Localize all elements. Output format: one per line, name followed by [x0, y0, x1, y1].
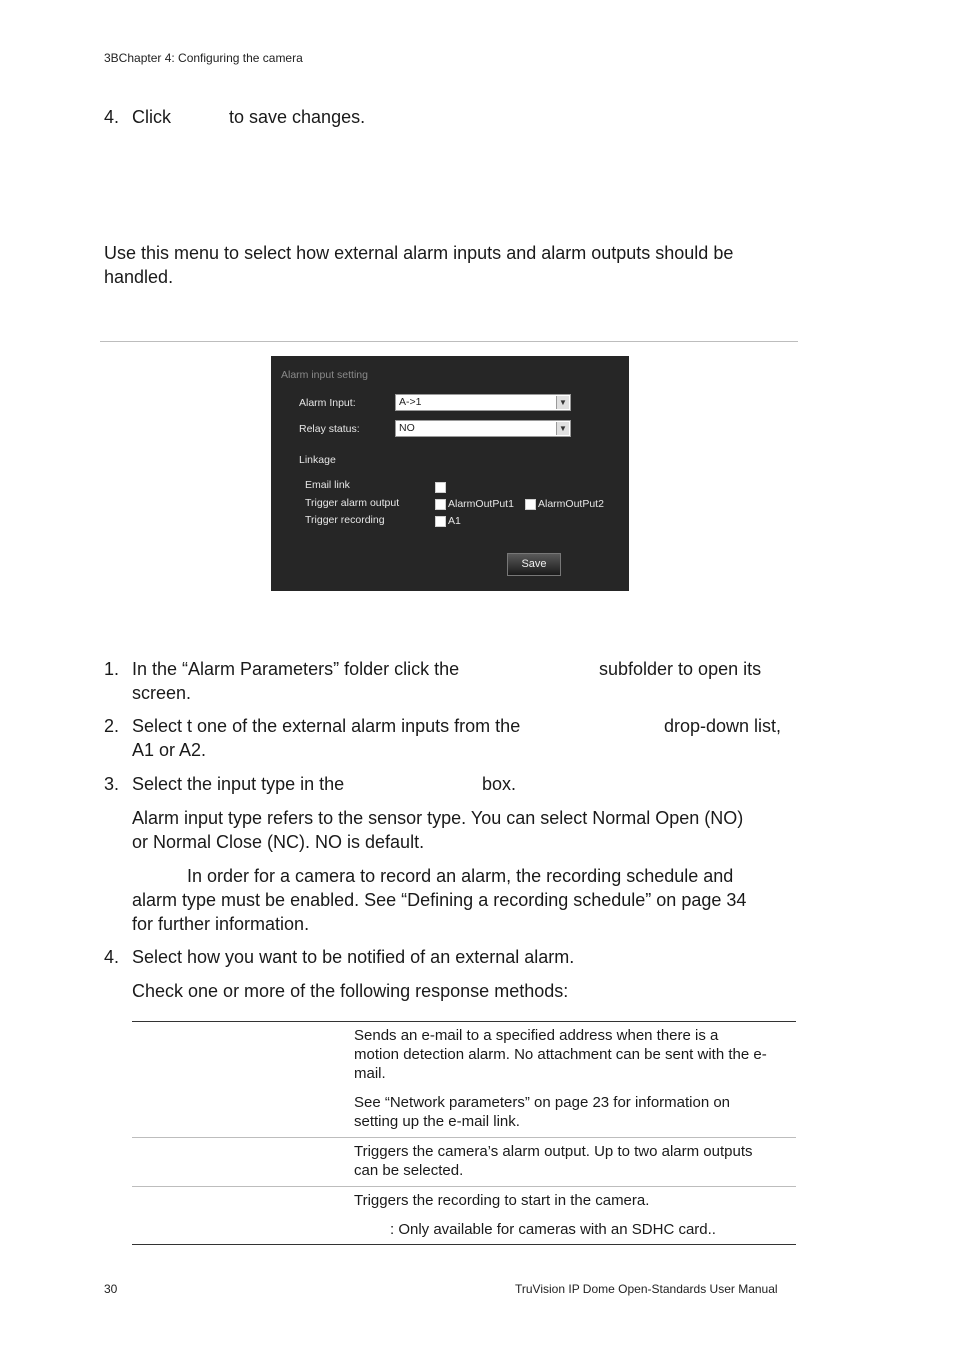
input-type-note-line-1: Alarm input type refers to the sensor type. You can select Normal Open (NO) [132, 808, 744, 828]
email-link-label: Email link [305, 479, 350, 491]
alarm-out-1-label: AlarmOutPut1 [448, 498, 514, 510]
table-row-email-line-1: Sends an e-mail to a specified address when there is a [354, 1027, 719, 1044]
step-1-number: 1. [104, 659, 120, 679]
intro-line-1: Use this menu to select how external alarm inputs and alarm outputs should be [104, 243, 734, 263]
page-number: 30 [104, 1282, 118, 1296]
running-header: 3BChapter 4: Configuring the camera [104, 51, 303, 65]
record-note-line-1: In order for a camera to record an alarm, the recording schedule and [187, 866, 734, 886]
alarm-out-2-checkbox[interactable] [525, 499, 536, 510]
alarm-input-value: A->1 [399, 396, 422, 408]
table-top-rule [132, 1021, 796, 1022]
step-4-number: 4. [104, 947, 120, 967]
step-1-text-a: In the “Alarm Parameters” folder click the [132, 659, 460, 679]
table-bottom-rule [132, 1244, 796, 1245]
table-row-divider [132, 1137, 796, 1138]
trigger-alarm-output-label: Trigger alarm output [305, 497, 400, 509]
trigger-recording-label: Trigger recording [305, 514, 385, 526]
alarm-out-1-checkbox[interactable] [435, 499, 446, 510]
recording-a1-checkbox[interactable] [435, 516, 446, 527]
check-intro: Check one or more of the following response methods: [132, 981, 569, 1001]
step-save-before: Click [132, 107, 171, 127]
alarm-input-label: Alarm Input: [299, 397, 356, 409]
table-row-recording-line-2: : Only available for cameras with an SDHC card.. [390, 1221, 716, 1238]
step-3-text-b: box. [482, 774, 517, 794]
alarm-input-select[interactable] [395, 394, 571, 411]
step-4-text: Select how you want to be notified of an external alarm. [132, 947, 575, 967]
step-2-text-a: Select t one of the external alarm inputs from the [132, 716, 521, 736]
manual-title: TruVision IP Dome Open-Standards User Manual [515, 1282, 778, 1296]
step-3-text-a: Select the input type in the [132, 774, 345, 794]
alarm-input-settings-screenshot [271, 356, 629, 591]
table-row-email-line-2: motion detection alarm. No attachment can be sent with the e- [354, 1046, 767, 1063]
table-row-email-line-3: mail. [354, 1065, 386, 1082]
linkage-label: Linkage [299, 454, 336, 466]
step-3-number: 3. [104, 774, 120, 794]
step-2-text-c: A1 or A2. [132, 740, 207, 760]
table-row-email-line-5: setting up the e-mail link. [354, 1113, 520, 1130]
table-row-alarm-output-line-1: Triggers the camera’s alarm output. Up to two alarm outputs [354, 1143, 753, 1160]
table-row-email-line-4: See “Network parameters” on page 23 for information on [354, 1094, 731, 1111]
relay-status-select[interactable] [395, 420, 571, 437]
record-note-line-2: alarm type must be enabled. See “Defining a recording schedule” on page 34 [132, 890, 747, 910]
step-save-number: 4. [104, 107, 120, 127]
intro-line-2: handled. [104, 267, 174, 287]
panel-title: Alarm input setting [281, 369, 368, 381]
email-link-checkbox[interactable] [435, 482, 446, 493]
step-save-after: to save changes. [229, 107, 366, 127]
step-2-number: 2. [104, 716, 120, 736]
step-1-text-b: subfolder to open its [599, 659, 762, 679]
chevron-down-icon[interactable]: ▼ [556, 422, 569, 435]
recording-a1-label: A1 [448, 515, 461, 527]
alarm-out-2-label: AlarmOutPut2 [538, 498, 604, 510]
input-type-note-line-2: or Normal Close (NC). NO is default. [132, 832, 425, 852]
record-note-line-3: for further information. [132, 914, 310, 934]
chevron-down-icon[interactable]: ▼ [556, 396, 569, 409]
table-row-divider [132, 1186, 796, 1187]
relay-status-value: NO [399, 422, 415, 434]
step-2-text-b: drop-down list, [664, 716, 782, 736]
figure-divider [100, 341, 798, 342]
save-button[interactable]: Save [507, 553, 561, 576]
step-1-text-c: screen. [132, 683, 192, 703]
table-row-recording-line-1: Triggers the recording to start in the camera. [354, 1192, 650, 1209]
table-row-alarm-output-line-2: can be selected. [354, 1162, 464, 1179]
relay-status-label: Relay status: [299, 423, 360, 435]
